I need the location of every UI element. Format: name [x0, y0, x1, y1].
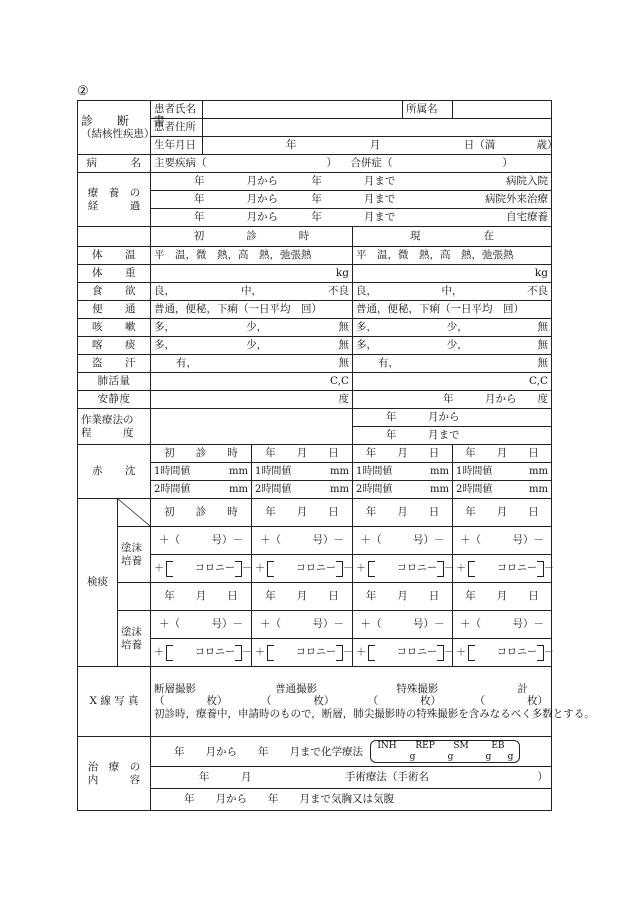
esr-h2-cell[interactable]: 2時間値 mm — [353, 481, 453, 499]
page-number: ② — [77, 84, 89, 99]
culture-cell[interactable]: ＋ コロニー － — [252, 639, 353, 667]
culture-cell[interactable]: ＋ コロニー － — [353, 555, 453, 583]
form-title: 診 断 書 （結核性疾患） — [78, 101, 151, 155]
esr-h2-cell[interactable]: 2時間値 mm — [151, 481, 252, 499]
smear-cell[interactable]: ＋（ 号）－ — [252, 527, 353, 555]
culture-cell[interactable]: ＋ コロニー － — [353, 639, 453, 667]
smear-cell[interactable]: ＋（ 号）－ — [252, 611, 353, 639]
course-row-2[interactable]: 年 月から 年 月まで 病院外来治療 — [151, 191, 552, 209]
initial-visit-heading: 初 診 時 — [151, 227, 353, 247]
smear-cell[interactable]: ＋（ 号）－ — [353, 611, 453, 639]
vital-cough-current[interactable]: 多， 少， 無 — [353, 319, 552, 337]
xray-note: 初診時，療養中，申請時のもので，断層，肺尖撮影時の特殊撮影を含みなるべく多数とする。 — [154, 707, 595, 720]
culture-cell[interactable]: ＋ コロニー － — [151, 555, 252, 583]
vital-label-nightsweat: 盗 汗 — [78, 355, 151, 373]
vital-bowel-initial[interactable]: 普通，便秘，下痢（一日平均 回） — [151, 301, 353, 319]
dob-label: 生年月日 — [151, 137, 203, 155]
occupational-from[interactable]: 年 月から — [353, 409, 552, 427]
vital-appetite-initial[interactable]: 良， 中， 不良 — [151, 283, 353, 301]
disease-label: 病 名 — [78, 155, 151, 173]
vital-sputum-current[interactable]: 多， 少， 無 — [353, 337, 552, 355]
vital-vc-current[interactable]: C,C — [353, 373, 552, 391]
vital-bowel-current[interactable]: 普通，便秘，下痢（一日平均 回） — [353, 301, 552, 319]
esr-h1-cell[interactable]: 1時間値 mm — [453, 463, 552, 481]
vital-label-cough: 咳 嗽 — [78, 319, 151, 337]
treatment-surgery[interactable]: 年 月 手術療法（手術名 ） — [151, 767, 552, 789]
smear-cell[interactable]: ＋（ 号）－ — [151, 527, 252, 555]
vital-label-temp: 体 温 — [78, 247, 151, 265]
occupational-initial[interactable] — [151, 409, 353, 445]
vital-weight-initial[interactable]: kg — [151, 265, 353, 283]
vital-nightsweat-current[interactable]: 有， 無 — [353, 355, 552, 373]
smear-culture-label-2: 塗沫 培養 — [118, 611, 151, 667]
vital-sputum-initial[interactable]: 多， 少， 無 — [151, 337, 353, 355]
vital-nightsweat-initial[interactable]: 有， 無 — [151, 355, 353, 373]
patient-name-label: 患者氏名 — [151, 101, 203, 119]
affiliation-label: 所属名 — [403, 101, 453, 119]
vital-rest-initial[interactable]: 度 — [151, 391, 353, 409]
vital-cough-initial[interactable]: 多， 少， 無 — [151, 319, 353, 337]
esr-label: 赤 沈 — [78, 445, 151, 499]
sputum-head2-1: 年 月 日 — [151, 583, 252, 611]
culture-cell[interactable]: ＋ コロニー － — [453, 639, 552, 667]
esr-h2-cell[interactable]: 2時間値 mm — [453, 481, 552, 499]
vital-label-appetite: 食 欲 — [78, 283, 151, 301]
esr-head-3: 年 月 日 — [353, 445, 453, 463]
esr-h1-cell[interactable]: 1時間値 mm — [353, 463, 453, 481]
treatment-label: 治 療 の 内 容 — [78, 737, 151, 811]
patient-name-field[interactable] — [203, 101, 403, 119]
esr-h2-cell[interactable]: 2時間値 mm — [252, 481, 353, 499]
sputum-head2-4: 年 月 日 — [453, 583, 552, 611]
sputum-head1-3: 年 月 日 — [353, 499, 453, 527]
treatment-chemo[interactable]: 年 月から 年 月まで化学療法 INH REP SM EB g g g g — [151, 737, 552, 767]
address-field[interactable] — [203, 119, 552, 137]
vital-label-bowel: 便 通 — [78, 301, 151, 319]
vital-label-weight: 体 重 — [78, 265, 151, 283]
diagonal-line — [118, 499, 150, 526]
culture-cell[interactable]: ＋ コロニー － — [252, 555, 353, 583]
certificate-form — [77, 100, 595, 811]
esr-head-2: 年 月 日 — [252, 445, 353, 463]
sputum-blank — [118, 583, 151, 611]
xray-content[interactable]: 断層撮影 普通撮影 特殊撮影 計 （ 枚） （ 枚） （ 枚） （ 枚） 初診時，療養中，申請時のもので，断層，肺尖撮影時の特殊撮影を含みなるべく多数とする。 — [151, 667, 552, 737]
smear-cell[interactable]: ＋（ 号）－ — [453, 527, 552, 555]
disease-field[interactable]: 主要疾病（ ） 合併症（ ） — [151, 155, 552, 173]
vital-label-sputum: 喀 痰 — [78, 337, 151, 355]
course-blank — [78, 227, 151, 247]
sputum-label: 検痰 — [78, 499, 118, 667]
vital-rest-current[interactable]: 年 月から 度 — [353, 391, 552, 409]
esr-head-1: 初 診 時 — [151, 445, 252, 463]
vital-label-rest: 安静度 — [78, 391, 151, 409]
esr-head-4: 年 月 日 — [453, 445, 552, 463]
sputum-diagonal-cell — [118, 499, 151, 527]
esr-h1-cell[interactable]: 1時間値 mm — [252, 463, 353, 481]
course-row-1[interactable]: 年 月から 年 月まで 病院入院 — [151, 173, 552, 191]
smear-cell[interactable]: ＋（ 号）－ — [353, 527, 453, 555]
smear-cell[interactable]: ＋（ 号）－ — [151, 611, 252, 639]
treatment-pneumo[interactable]: 年 月から 年 月まで気胸又は気腹 — [151, 789, 552, 811]
smear-culture-label: 塗沫 培養 — [118, 527, 151, 583]
course-label: 療 養 の 経 過 — [78, 173, 151, 227]
address-label: 患者住所 — [151, 119, 203, 137]
occupational-label: 作業療法の 程 度 — [78, 409, 151, 445]
vital-label-vc: 肺活量 — [78, 373, 151, 391]
smear-cell[interactable]: ＋（ 号）－ — [453, 611, 552, 639]
course-row-3[interactable]: 年 月から 年 月まで 自宅療養 — [151, 209, 552, 227]
sputum-head2-3: 年 月 日 — [353, 583, 453, 611]
sputum-head1-2: 年 月 日 — [252, 499, 353, 527]
sputum-head1-4: 年 月 日 — [453, 499, 552, 527]
dob-field[interactable]: 年 月 日（満 歳） — [203, 137, 552, 155]
sputum-head2-2: 年 月 日 — [252, 583, 353, 611]
xray-label: X 線 写 真 — [78, 667, 151, 737]
culture-cell[interactable]: ＋ コロニー － — [151, 639, 252, 667]
vital-temp-initial[interactable]: 平 温，微 熱，高 熱，弛張熱 — [151, 247, 353, 265]
vital-appetite-current[interactable]: 良， 中， 不良 — [353, 283, 552, 301]
esr-h1-cell[interactable]: 1時間値 mm — [151, 463, 252, 481]
vital-weight-current[interactable]: kg — [353, 265, 552, 283]
vital-temp-current[interactable]: 平 温，微 熱，高 熱，弛張熱 — [353, 247, 552, 265]
current-heading: 現 在 — [353, 227, 552, 247]
sputum-head1-1: 初 診 時 — [151, 499, 252, 527]
affiliation-field[interactable] — [453, 101, 552, 119]
culture-cell[interactable]: ＋ コロニー － — [453, 555, 552, 583]
vital-vc-initial[interactable]: C,C — [151, 373, 353, 391]
occupational-to[interactable]: 年 月まで — [353, 427, 552, 445]
